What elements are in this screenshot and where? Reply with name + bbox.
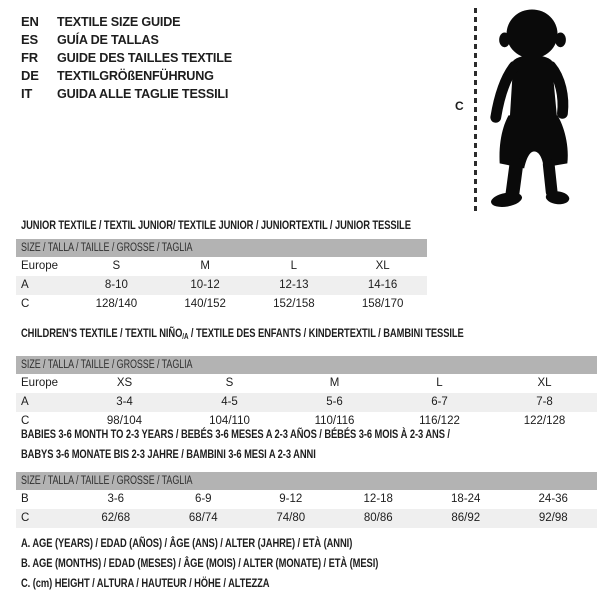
- table-cell: 122/128: [523, 415, 566, 427]
- babies-textile-table: [16, 424, 597, 528]
- table-cell: 5-6: [326, 396, 343, 408]
- legend-text: A. AGE (YEARS) / EDAD (AÑOS) / ÂGE (ANS) / ALTER (JAHRE) / ETÀ (ANNI): [21, 536, 353, 550]
- table-title-text: JUNIOR TEXTILE / TEXTIL JUNIOR/ TEXTILE JUNIOR / JUNIORTEXTIL / JUNIOR TESSILE: [21, 218, 411, 232]
- table-cell: S: [112, 260, 121, 272]
- language-label: TEXTILGRÖßENFÜHRUNG: [57, 68, 214, 83]
- table-title: [16, 214, 427, 236]
- table-body: [16, 257, 427, 314]
- table-cell: L: [290, 260, 298, 272]
- table-row: [16, 374, 597, 393]
- table-cell: 12-18: [363, 493, 393, 505]
- table-cell: 158/170: [361, 298, 404, 310]
- legend-text: B. AGE (MONTHS) / EDAD (MESES) / ÂGE (MOIS) / ALTER (MONATE) / ETÀ (MESI): [21, 556, 379, 570]
- title-segment: CHILDREN'S TEXTILE / TEXTIL NIÑO: [21, 326, 183, 340]
- table-cell: 4-5: [221, 396, 238, 408]
- table-cell: 98/104: [106, 415, 143, 427]
- row-label: C: [21, 512, 30, 524]
- language-code: DE: [21, 68, 39, 83]
- table-row: [16, 257, 427, 276]
- height-measure-dashed-line: [474, 8, 477, 213]
- language-code: FR: [21, 50, 38, 65]
- table-cell: 12-13: [279, 279, 309, 291]
- row-label: Europe: [21, 377, 59, 389]
- table-cell: M: [329, 377, 340, 389]
- table-cell: 7-8: [536, 396, 553, 408]
- title-segment: / TEXTILE DES ENFANTS / KINDERTEXTIL / BAMBINI TESSILE: [188, 326, 464, 340]
- junior-textile-table: [16, 214, 427, 314]
- legend-line-c: [21, 573, 479, 593]
- table-title-line2: BABYS 3-6 MONATE BIS 2-3 JAHRE / BAMBINI 3-6 MESI A 2-3 ANNI: [21, 447, 316, 461]
- table-cell: 24-36: [538, 493, 568, 505]
- table-cell: 92/98: [538, 512, 568, 524]
- table-cell: 74/80: [276, 512, 306, 524]
- table-cell: M: [200, 260, 210, 272]
- table-cell: 3-6: [107, 493, 125, 505]
- table-title: [16, 424, 597, 464]
- title-subscript: /A: [182, 332, 189, 341]
- table-cell: 86/92: [451, 512, 481, 524]
- table-cell: 14-16: [367, 279, 398, 291]
- childrens-textile-table: [16, 322, 597, 431]
- table-cell: XS: [116, 377, 133, 389]
- table-cell: 110/116: [314, 415, 355, 427]
- table-cell: 104/110: [209, 415, 250, 427]
- table-cell: 6-7: [431, 396, 448, 408]
- language-label: GUIDA ALLE TAGLIE TESSILI: [57, 86, 229, 101]
- size-header-bar: [16, 472, 597, 490]
- table-cell: 80/86: [363, 512, 393, 524]
- table-cell: 140/152: [184, 298, 226, 310]
- language-code: EN: [21, 14, 39, 29]
- table-cell: XL: [375, 260, 390, 272]
- table-title-line1: BABIES 3-6 MONTH TO 2-3 YEARS / BEBÉS 3-6 MESES A 2-3 AÑOS / BÉBÉS 3-6 MOIS À 2-3 ANS /: [21, 427, 450, 441]
- table-row: [16, 509, 597, 528]
- language-row: [21, 67, 237, 85]
- table-cell: L: [436, 377, 443, 389]
- measure-label-c: C: [455, 99, 464, 113]
- baby-silhouette-icon: [483, 7, 585, 210]
- table-cell: 62/68: [101, 512, 131, 524]
- legend-line-b: [21, 553, 479, 573]
- table-body: [16, 374, 597, 431]
- language-code: IT: [21, 86, 33, 101]
- row-label: C: [21, 298, 30, 310]
- size-header-bar: [16, 356, 597, 374]
- language-row: [21, 49, 237, 67]
- table-cell: 18-24: [451, 493, 481, 505]
- table-cell: S: [225, 377, 234, 389]
- language-header: [21, 13, 237, 103]
- table-row: [16, 295, 427, 314]
- language-label: GUIDE DES TAILLES TEXTILE: [57, 50, 232, 65]
- table-cell: XL: [537, 377, 552, 389]
- table-row: [16, 490, 597, 509]
- language-row: [21, 85, 237, 103]
- table-cell: 3-4: [116, 396, 133, 408]
- table-cell: 6-9: [194, 493, 212, 505]
- row-label: A: [21, 396, 29, 408]
- size-header-text: SIZE / TALLA / TAILLE / GRÖSSE / TAGLIA: [21, 242, 193, 254]
- measurement-legend: [21, 533, 479, 593]
- language-row: [21, 31, 237, 49]
- table-cell: 128/140: [95, 298, 138, 310]
- row-label: A: [21, 279, 29, 291]
- language-code: ES: [21, 32, 38, 47]
- table-cell: 10-12: [190, 279, 220, 291]
- table-title-text: [21, 322, 464, 348]
- table-row: [16, 276, 427, 295]
- size-header-text: SIZE / TALLA / TAILLE / GRÖSSE / TAGLIA: [21, 475, 193, 487]
- table-title: [16, 322, 597, 348]
- legend-text: C. (cm) HEIGHT / ALTURA / HAUTEUR / HÖHE / ALTEZZA: [21, 576, 270, 590]
- table-cell: 8-10: [104, 279, 128, 291]
- size-header-text: SIZE / TALLA / TAILLE / GRÖSSE / TAGLIA: [21, 359, 193, 371]
- table-cell: 9-12: [279, 493, 303, 505]
- legend-line-a: [21, 533, 479, 553]
- table-body: [16, 490, 597, 528]
- table-cell: 68/74: [188, 512, 218, 524]
- language-label: TEXTILE SIZE GUIDE: [57, 14, 181, 29]
- row-label: C: [21, 415, 30, 427]
- table-row: [16, 393, 597, 412]
- size-header-bar: [16, 239, 427, 257]
- table-cell: 152/158: [273, 298, 315, 310]
- row-label: Europe: [21, 260, 59, 272]
- row-label: B: [21, 493, 29, 505]
- language-label: GUÍA DE TALLAS: [57, 32, 159, 47]
- language-row: [21, 13, 237, 31]
- table-cell: 116/122: [419, 415, 460, 427]
